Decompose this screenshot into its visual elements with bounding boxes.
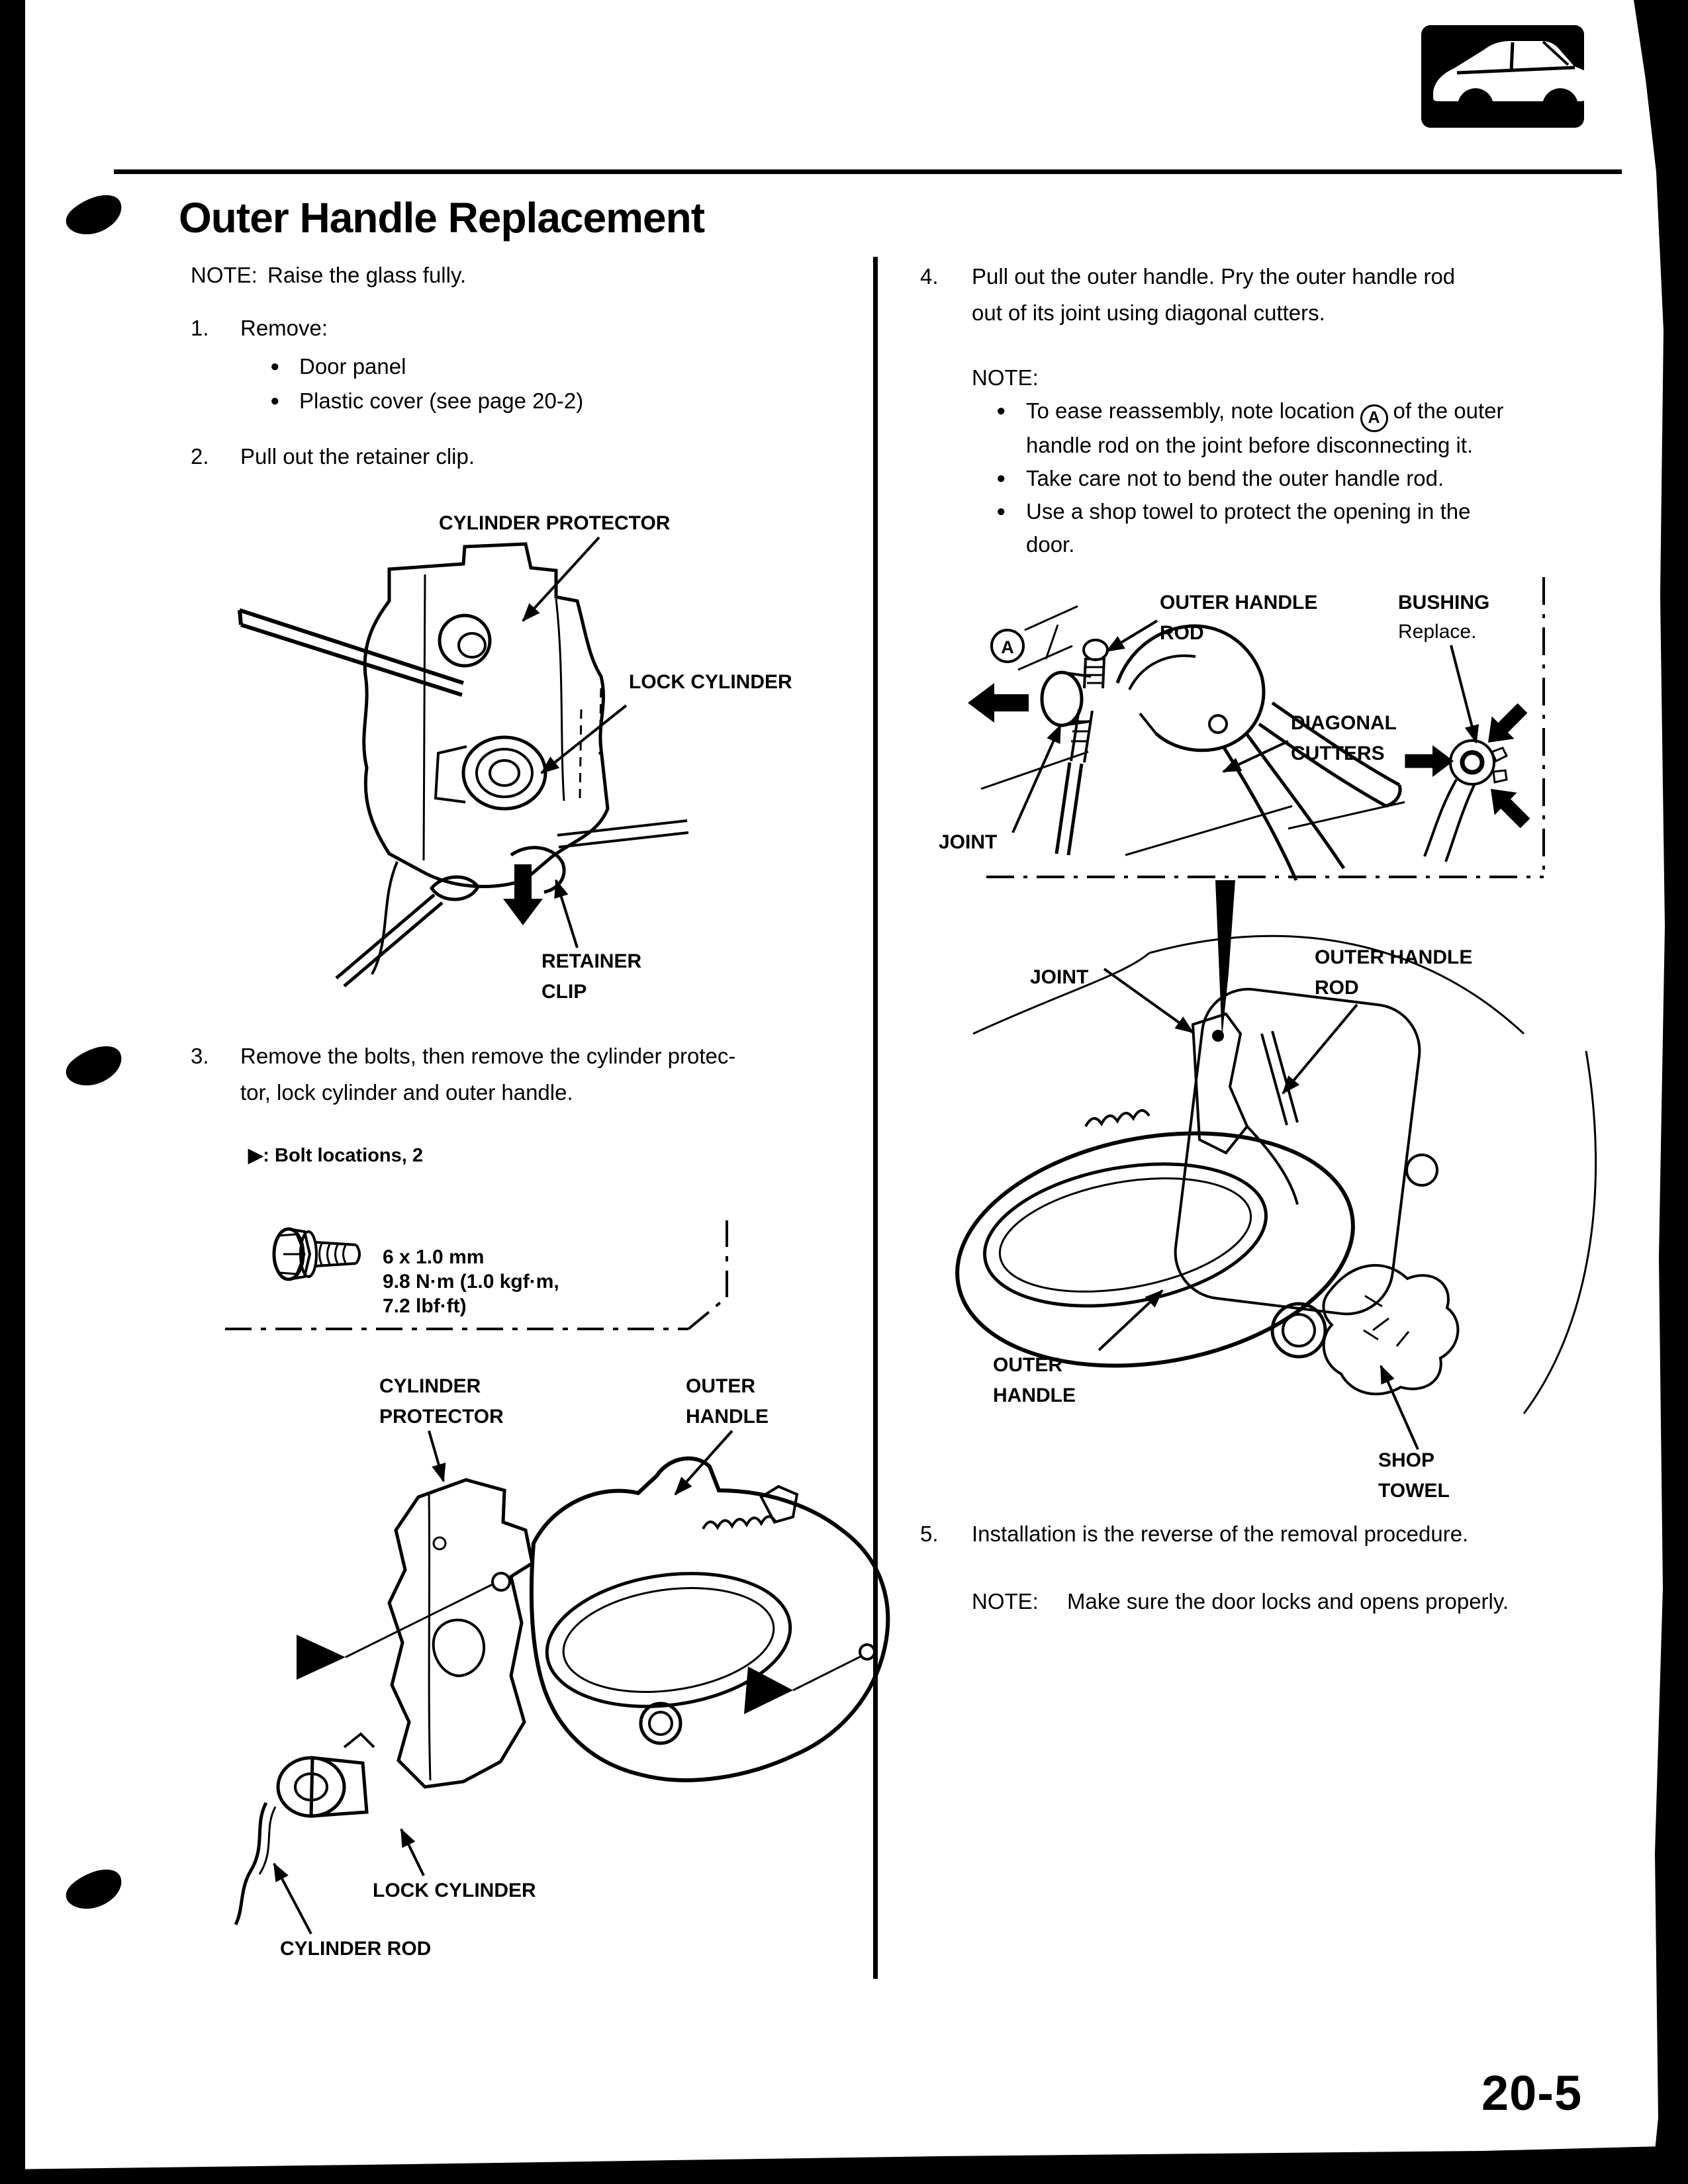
page-title: Outer Handle Replacement [179, 194, 704, 242]
note-item1-pre: To ease reassembly, note location [1026, 398, 1355, 423]
diagram-diagonal-cutters [920, 569, 1549, 884]
note-item1-post: of the outer [1393, 398, 1504, 423]
list-bullet-icon: ● [270, 392, 280, 410]
svg-text:CYLINDER: CYLINDER [379, 1375, 481, 1397]
step3-text-line2: tor, lock cylinder and outer handle. [240, 1080, 573, 1105]
svg-text:HANDLE: HANDLE [993, 1385, 1076, 1406]
bolt-spec-torque: 9.8 N·m (1.0 kgf·m, [383, 1271, 559, 1293]
step4-number: 4. [920, 264, 939, 289]
left-note-text: Raise the glass fully. [267, 263, 467, 287]
svg-text:DIAGONAL: DIAGONAL [1291, 712, 1397, 734]
svg-text:LOCK CYLINDER: LOCK CYLINDER [629, 671, 792, 693]
svg-text:CUTTERS: CUTTERS [1291, 743, 1385, 764]
list-bullet-icon: ● [996, 402, 1006, 420]
cutters-diagram-labels [939, 592, 1489, 853]
svg-text:JOINT: JOINT [1030, 966, 1089, 988]
svg-text:ROD: ROD [1315, 977, 1359, 999]
svg-text:CYLINDER PROTECTOR: CYLINDER PROTECTOR [439, 512, 671, 534]
pull-direction-arrow [503, 864, 543, 925]
bolt-icon [270, 1221, 376, 1287]
svg-text:CYLINDER ROD: CYLINDER ROD [280, 1938, 432, 1960]
step5-text: Installation is the reverse of the removal procedure. [972, 1522, 1469, 1546]
step5-number: 5. [920, 1522, 939, 1546]
svg-text:Replace.: Replace. [1398, 621, 1477, 643]
svg-text:PROTECTOR: PROTECTOR [379, 1406, 504, 1428]
bolt-locations-note: ▶: Bolt locations, 2 [248, 1145, 423, 1166]
left-edge-artifact [0, 0, 25, 2184]
lock-cylinder-part-drawing [278, 1734, 374, 1816]
cylinder-protector-drawing [364, 544, 608, 886]
step3-text-line1: Remove the bolts, then remove the cylinder protec- [240, 1044, 736, 1068]
binder-mark [66, 195, 122, 234]
svg-text:JOINT: JOINT [939, 831, 998, 853]
binder-mark [66, 1870, 122, 1909]
list-bullet-icon: ● [270, 357, 280, 375]
step2-number: 2. [191, 444, 209, 469]
exploded-diagram-labels [274, 1375, 769, 1960]
outer-handle-drawing [532, 1459, 888, 1780]
step4-text-line2: out of its joint using diagonal cutters. [972, 300, 1325, 325]
outer-handle-grip-drawing [939, 1104, 1372, 1395]
svg-text:CLIP: CLIP [541, 981, 587, 1003]
step1-text: Remove: [240, 316, 328, 340]
right-edge-artifact [1634, 0, 1688, 2184]
svg-text:TOWEL: TOWEL [1378, 1480, 1450, 1502]
svg-text:RETAINER: RETAINER [541, 950, 642, 972]
car-icon [1421, 25, 1584, 128]
location-a-dimension [992, 606, 1078, 670]
step3-number: 3. [191, 1044, 209, 1068]
step4-text-line1: Pull out the outer handle. Pry the outer handle rod [972, 264, 1456, 289]
diagram-retainer-clip [218, 493, 854, 1032]
protector-plate-drawing [389, 1480, 532, 1787]
handle-diagram-labels [993, 946, 1472, 1502]
right-note-label: NOTE: [972, 365, 1039, 390]
right-note-item3-line2: door. [1026, 532, 1075, 557]
right-note-item1-line2: handle rod on the joint before disconnecting it. [1026, 433, 1474, 457]
step2-text: Pull out the retainer clip. [240, 444, 475, 469]
right-note-item2: Take care not to bend the outer handle rod. [1026, 466, 1444, 490]
svg-text:OUTER: OUTER [686, 1375, 755, 1397]
location-a-marker: A [1360, 404, 1388, 432]
left-note-label: NOTE: [191, 263, 258, 287]
header-rule [114, 169, 1622, 174]
page-number: 20-5 [1481, 2066, 1583, 2120]
svg-text:A: A [1001, 637, 1014, 657]
step1-item: Door panel [299, 354, 406, 379]
bolt-spec-torque2: 7.2 lbf·ft) [383, 1295, 467, 1317]
step5-note-text: Make sure the door locks and opens properly. [1067, 1589, 1509, 1614]
svg-text:OUTER: OUTER [993, 1354, 1062, 1376]
mounting-plate-drawing [1170, 984, 1437, 1320]
list-bullet-icon: ● [996, 469, 1006, 487]
right-note-item1-line1 [1026, 399, 1503, 432]
pry-direction-arrow [968, 683, 1029, 723]
step5-note-label: NOTE: [972, 1589, 1039, 1614]
right-note-item3-line1: Use a shop towel to protect the opening in the [1026, 499, 1471, 523]
binder-mark [66, 1046, 122, 1085]
bottom-edge-artifact [0, 2146, 1688, 2184]
step1-number: 1. [191, 316, 209, 340]
screwdriver-drawing [240, 610, 463, 695]
svg-text:OUTER HANDLE: OUTER HANDLE [1160, 592, 1318, 614]
svg-text:HANDLE: HANDLE [686, 1406, 769, 1428]
svg-text:SHOP: SHOP [1378, 1449, 1435, 1471]
svg-text:LOCK CYLINDER: LOCK CYLINDER [373, 1880, 536, 1901]
diagram-exploded-view [218, 1350, 887, 1966]
diagram-outer-handle [920, 880, 1622, 1502]
step1-item: Plastic cover (see page 20-2) [299, 388, 584, 413]
svg-text:BUSHING: BUSHING [1398, 592, 1490, 614]
lock-cylinder-drawing [436, 737, 545, 809]
list-bullet-icon: ● [996, 502, 1006, 520]
retainer-diagram-labels [439, 512, 792, 1003]
svg-text:ROD: ROD [1160, 622, 1204, 644]
svg-text:OUTER HANDLE: OUTER HANDLE [1315, 946, 1473, 968]
bolt-spec-size: 6 x 1.0 mm [383, 1246, 485, 1268]
cylinder-rod-drawing [236, 1803, 275, 1925]
